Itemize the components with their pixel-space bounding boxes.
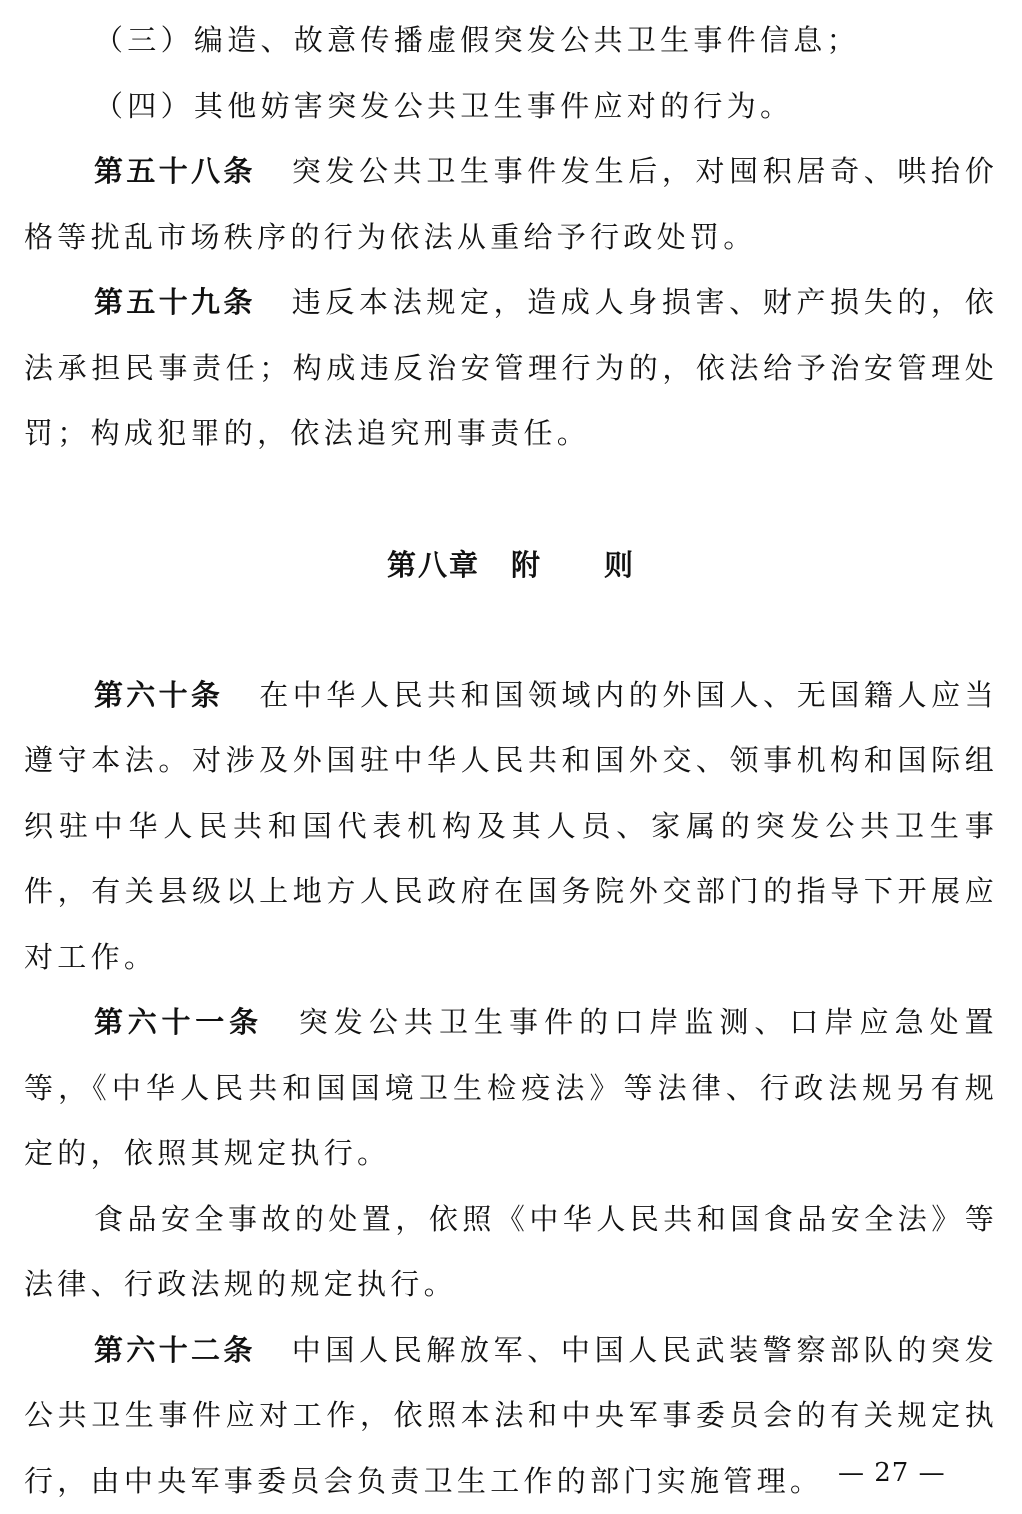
paragraph-text: 突发公共卫生事件发生后，对囤积居奇、哄抬价格等扰乱市场秩序的行为依法从重给予行政处罚。: [24, 154, 998, 254]
article-number: 第五十九条: [94, 285, 256, 319]
chapter-heading: 第八章 附 则: [0, 467, 1022, 663]
article-61-paragraph-2: [0, 1187, 1022, 1318]
article-number: 第五十八条: [94, 154, 256, 188]
clause-item-3: [0, 0, 1022, 74]
paragraph-text: 在中华人民共和国领域内的外国人、无国籍人应当遵守本法。对涉及外国驻中华人民共和国外交、领事机构和国际组织驻中华人民共和国代表机构及其人员、家属的突发公共卫生事件，有关县级以上地方人民政府在国务院外交部门的指导下开展应对工作。: [24, 678, 998, 974]
page-number: — 27 —: [838, 1456, 946, 1490]
paragraph-text: 中国人民解放军、中国人民武装警察部队的突发公共卫生事件应对工作，依照本法和中央军事委员会的有关规定执行，由中央军事委员会负责卫生工作的部门实施管理。: [24, 1333, 998, 1498]
article-61: [0, 990, 1022, 1187]
paragraph-text: 违反本法规定，造成人身损害、财产损失的，依法承担民事责任；构成违反治安管理行为的，依法给予治安管理处罚；构成犯罪的，依法追究刑事责任。: [24, 285, 998, 450]
paragraph-text: （四）其他妨害突发公共卫生事件应对的行为。: [94, 89, 793, 123]
article-number: 第六十二条: [94, 1333, 256, 1367]
article-number: 第六十条: [94, 678, 223, 712]
paragraph-text: 突发公共卫生事件的口岸监测、口岸应急处置等，《中华人民共和国国境卫生检疫法》等法律、行政法规另有规定的，依照其规定执行。: [24, 1005, 998, 1170]
article-number: 第六十一条: [94, 1005, 263, 1039]
article-60: [0, 663, 1022, 991]
paragraph-text: 食品安全事故的处置，依照《中华人民共和国食品安全法》等法律、行政法规的规定执行。: [24, 1202, 998, 1302]
clause-item-4: [0, 74, 1022, 140]
article-59: [0, 270, 1022, 467]
article-58: [0, 139, 1022, 270]
paragraph-text: （三）编造、故意传播虚假突发公共卫生事件信息；: [94, 23, 860, 57]
